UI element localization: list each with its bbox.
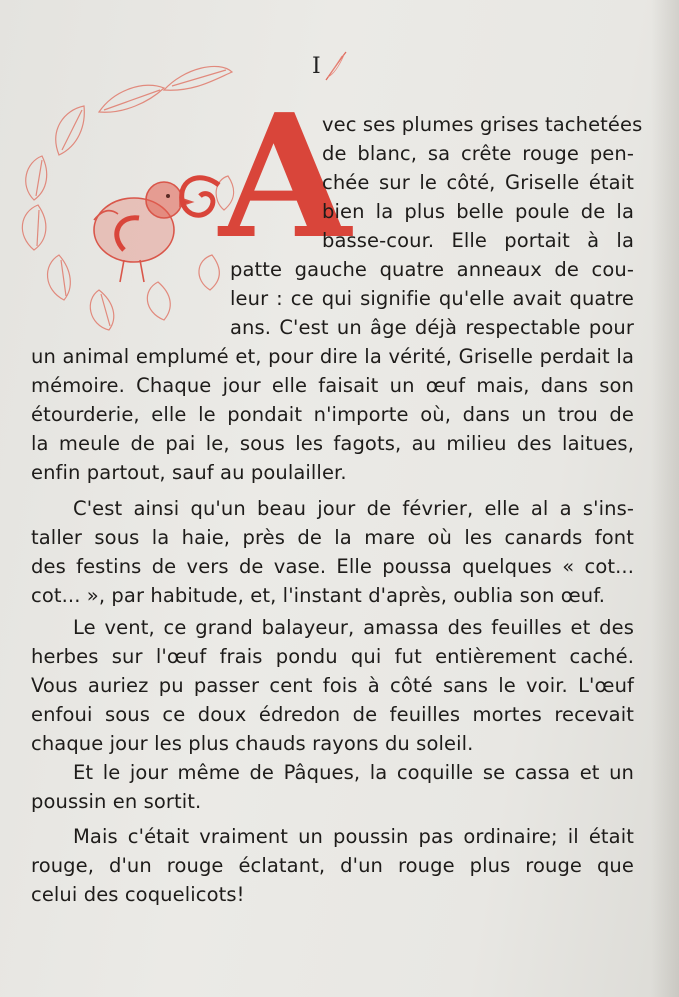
text-line: bien la plus belle poule de la (322, 200, 634, 223)
chapter-number: I (312, 54, 321, 79)
text-line: enfin partout, sauf au poulailler. (31, 461, 347, 484)
text-line: poussin en sortit. (31, 790, 202, 813)
paragraph-1-body (31, 342, 634, 487)
text-line: vec ses plumes grises tachetées (322, 113, 643, 136)
text-line: enfoui sous ce doux édredon de feuilles mortes recevait (31, 703, 634, 726)
text-line: patte gauche quatre anneaux de cou- (230, 258, 634, 281)
text-line: basse-cour. Elle portait à la (322, 229, 634, 252)
text-line: étourderie, elle le pondait n'importe où, dans un trou de (31, 403, 634, 426)
text-line: cot... », par habitude, et, l'instant d'après, oublia son œuf. (31, 584, 606, 607)
text-line: chée sur le côté, Griselle était (322, 171, 634, 194)
text-line: Le vent, ce grand balayeur, amassa des feuilles et des (73, 616, 634, 639)
text-line: mémoire. Chaque jour elle faisait un œuf mais, dans son (31, 374, 634, 397)
text-line: rouge, d'un rouge éclatant, d'un rouge plus rouge que (31, 854, 634, 877)
chick-icon (94, 182, 192, 282)
text-line: Vous auriez pu passer cent fois à côté sans le voir. L'œuf (31, 674, 634, 697)
paragraph-1-wrap-mid (230, 255, 634, 342)
drop-cap-letter: A (219, 77, 351, 277)
paragraph-4 (31, 758, 634, 816)
text-line: taller sous la haie, près de la mare où les canards font (31, 526, 634, 549)
text-line: C'est ainsi qu'un beau jour de février, elle al a s'ins- (73, 497, 634, 520)
page-edge-shadow (651, 0, 679, 997)
text-line: celui des coquelicots! (31, 883, 245, 906)
text-line: de blanc, sa crête rouge pen- (322, 142, 634, 165)
paragraph-5 (31, 822, 634, 909)
text-line: ans. C'est un âge déjà respectable pour (230, 316, 634, 339)
text-line: herbes sur l'œuf frais pondu qui fut entièrement caché. (31, 645, 634, 668)
text-line: chaque jour les plus chauds rayons du soleil. (31, 732, 474, 755)
text-line: un animal emplumé et, pour dire la vérité, Griselle perdait la (31, 345, 634, 368)
text-line: la meule de pai le, sous les fagots, au milieu des laitues, (31, 432, 634, 455)
text-line: Mais c'était vraiment un poussin pas ordinaire; il était (73, 825, 634, 848)
paragraph-1-wrap-top (322, 110, 643, 255)
text-line: des festins de vers de vase. Elle poussa quelques « cot... (31, 555, 634, 578)
text-line: Et le jour même de Pâques, la coquille se cassa et un (73, 761, 634, 784)
paragraph-2 (31, 494, 634, 610)
text-line: leur : ce qui signifie qu'elle avait quatre (230, 287, 634, 310)
paragraph-3 (31, 613, 634, 758)
